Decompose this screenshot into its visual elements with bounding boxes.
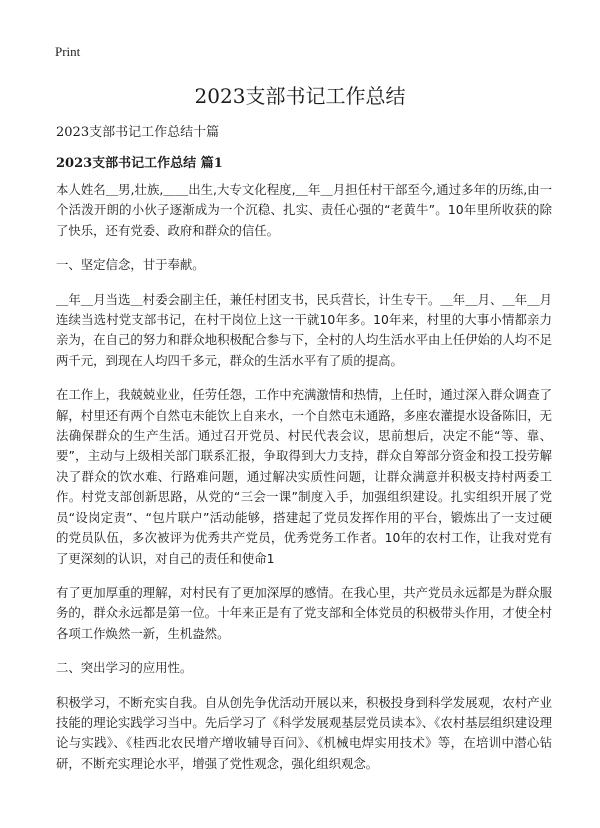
document-subtitle: 2023支部书记工作总结十篇 xyxy=(56,125,220,140)
paragraph-work: 在工作上，我兢兢业业，任劳任怨，工作中充满激情和热情，上任时，通过深入群众调查了解，村里还有两个自然屯未能饮上自来水，一个自然屯未通路，多座农灌提水设备陈旧，无法确保群众的生产生活。通过召开党员、村民代表会议，思前想后，决定不能“等、靠、要”，主动与上级相关部门联系汇报，争取得到大力支持，群众自筹部分资金和投工投劳解决了群众的饮水难、行路难问题，通过解决实质性问题，让群众满意并积极支持村两委工作。村党支部创新思路，从党的“三会一课”制度入手，加强组织建设。扎实组织开展了党员“设岗定责”、“包片联户”活动能够，搭建起了党员发挥作用的平台，锻炼出了一支过硬的党员队伍，多次被评为优秀共产党员，优秀党务工作者。10年的农村工作，让我对党有了更深刻的认识，对自己的责任和使命1 xyxy=(56,387,552,566)
paragraph-intro: 本人姓名＿男,壮族,＿＿出生,大专文化程度,＿年＿月担任村干部至今,通过多年的历练,由一个活泼开朗的小伙子逐渐成为一个沉稳、扎实、责任心强的“老黄牛”。10年里所收获的除了快乐，还有党委、政府和群众的信任。 xyxy=(56,182,552,238)
section-heading: 2023支部书记工作总结 篇1 xyxy=(56,156,223,171)
paragraph-tenure: ＿年＿月当选＿村委会副主任，兼任村团支书，民兵营长，计生专干。＿年＿月、＿年＿月连续当选村党支部书记，在村干岗位上这一干就10年多。10年来，村里的大事小情都亲力亲为，在自己的努力和群众地积极配合参与下，全村的人均生活水平由上任伊始的人均不足两千元，到现在人均四千多元，群众的生活水平有了质的提高。 xyxy=(56,291,552,368)
paragraph-study: 积极学习，不断充实自我。自从创先争优活动开展以来，积极投身到科学发展观，农村产业技能的理论实践学习当中。先后学习了《科学发展观基层党员读本》、《农村基层组织建设理论与实践》、《桂西北农民增产增收辅导百问》、《机械电焊实用技术》等，在培训中潜心钻研，不断充实理论水平，增强了党性观念，强化组织观念。 xyxy=(56,694,552,771)
print-link[interactable]: Print xyxy=(55,44,81,59)
paragraph-understanding: 有了更加厚重的理解，对村民有了更加深厚的感情。在我心里，共产党员永远都是为群众服务的，群众永远都是第一位。十年来正是有了党支部和全体党员的积极带头作用，才使全村各项工作焕然一新，生机盎然。 xyxy=(56,584,552,641)
subheading-belief: 一、坚定信念，甘于奉献。 xyxy=(56,257,205,273)
document-body xyxy=(56,180,552,788)
document-title: 2023支部书记工作总结 xyxy=(194,84,406,108)
subheading-study: 二、突出学习的应用性。 xyxy=(56,660,193,676)
